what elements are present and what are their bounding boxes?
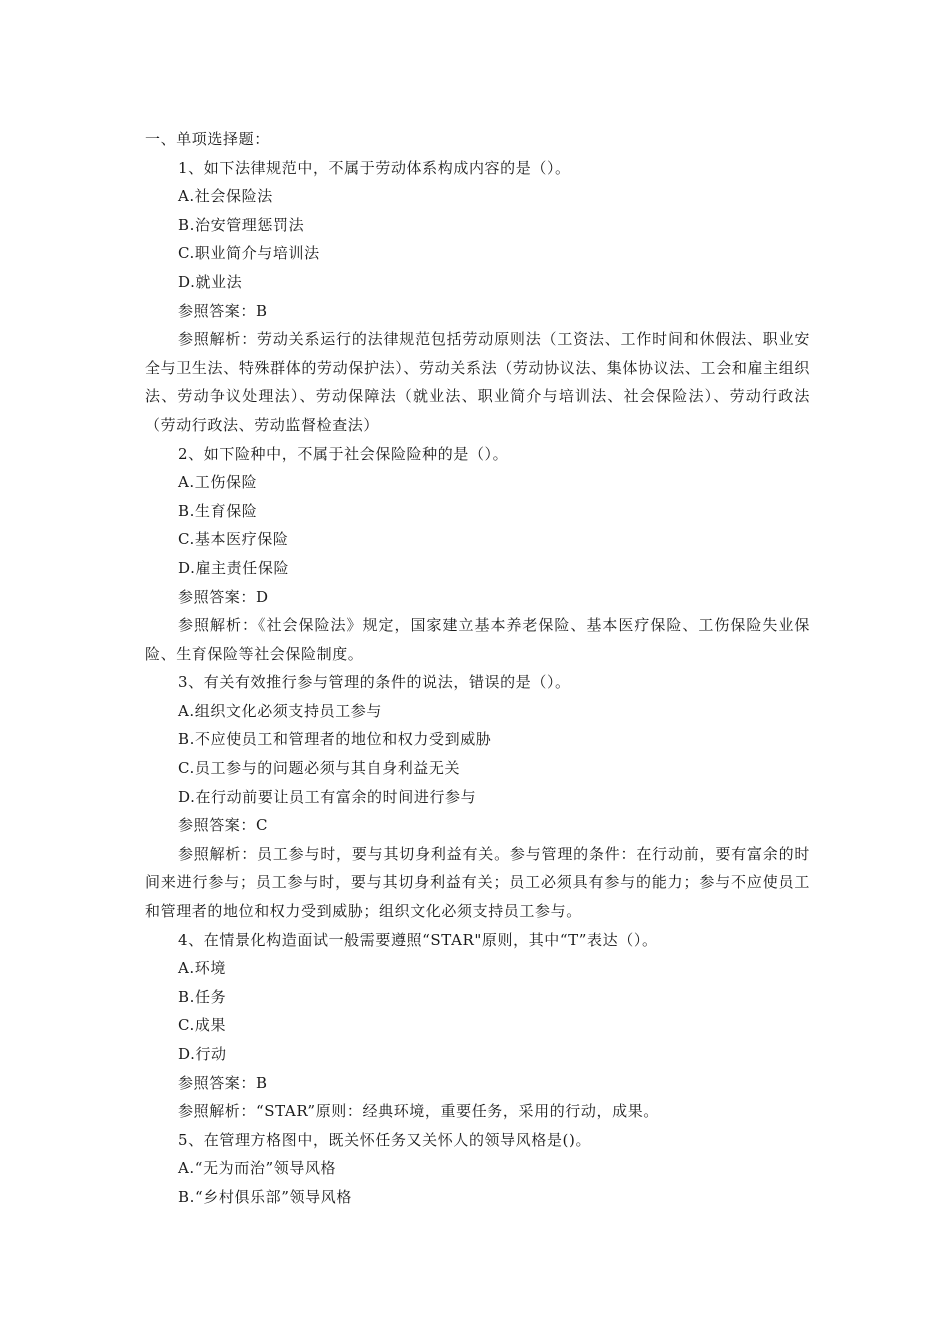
- question-option: B.任务: [178, 987, 227, 1006]
- question-option: A.组织文化必须支持员工参与: [178, 701, 383, 720]
- document-content: [145, 125, 810, 1212]
- question-option: A.社会保险法: [178, 187, 273, 206]
- question-option: D.在行动前要让员工有富余的时间进行参与: [178, 787, 477, 806]
- question-stem: 1、如下法律规范中，不属于劳动体系构成内容的是（）。: [178, 158, 571, 177]
- question-option: A.环境: [178, 959, 227, 978]
- question-option: D.行动: [178, 1045, 227, 1063]
- reference-answer: 参照答案：C: [178, 816, 269, 835]
- question-option: C.成果: [178, 1016, 227, 1035]
- reference-answer: 参照答案：B: [178, 1073, 268, 1092]
- reference-analysis: 参照解析：“STAR”原则：经典环境，重要任务，采用的行动，成果。: [178, 1102, 659, 1121]
- question-option: A.工伤保险: [178, 473, 258, 492]
- question-stem: 2、如下险种中，不属于社会保险险种的是（）。: [178, 444, 509, 463]
- question-option: B.不应使员工和管理者的地位和权力受到威胁: [178, 730, 492, 749]
- question-stem: 5、在管理方格图中，既关怀任务又关怀人的领导风格是()。: [178, 1130, 592, 1149]
- question-stem: 4、在情景化构造面试一般需要遵照“STAR"原则，其中“T”表达（）。: [178, 930, 658, 949]
- question-option: A.“无为而治”领导风格: [178, 1159, 337, 1178]
- reference-answer: 参照答案：B: [178, 301, 268, 320]
- reference-answer: 参照答案：D: [178, 587, 269, 606]
- reference-analysis: 参照解析：劳动关系运行的法律规范包括劳动原则法（工资法、工作时间和休假法、职业安全与卫生法、特殊群体的劳动保护法）、劳动关系法（劳动协议法、集体协议法、工会和雇主组织法、劳动争议处理法）、劳动保障法（就业法、职业简介与培训法、社会保险法）、劳动行政法（劳动行政法、劳动监督检查法）: [145, 330, 810, 434]
- question-option: B.治安管理惩罚法: [178, 215, 305, 234]
- reference-analysis: 参照解析：员工参与时，要与其切身利益有关。参与管理的条件：在行动前，要有富余的时间来进行参与；员工参与时，要与其切身利益有关；员工必须具有参与的能力；参与不应使员工和管理者的地位和权力受到威胁；组织文化必须支持员工参与。: [145, 844, 810, 921]
- question-option: D.雇主责任保险: [178, 558, 290, 577]
- question-stem: 3、有关有效推行参与管理的条件的说法，错误的是（）。: [178, 673, 571, 692]
- reference-analysis: 参照解析：《社会保险法》规定，国家建立基本养老保险、基本医疗保险、工伤保险失业保险、生育保险等社会保险制度。: [145, 616, 810, 663]
- question-option: B.生育保险: [178, 501, 258, 520]
- question-option: C.基本医疗保险: [178, 530, 289, 549]
- section-title: 一、单项选择题：: [145, 130, 270, 148]
- question-option: D.就业法: [178, 272, 243, 291]
- question-option: C.员工参与的问题必须与其自身利益无关: [178, 759, 461, 778]
- question-option: C.职业简介与培训法: [178, 244, 320, 263]
- question-option: B.“乡村俱乐部”领导风格: [178, 1187, 352, 1206]
